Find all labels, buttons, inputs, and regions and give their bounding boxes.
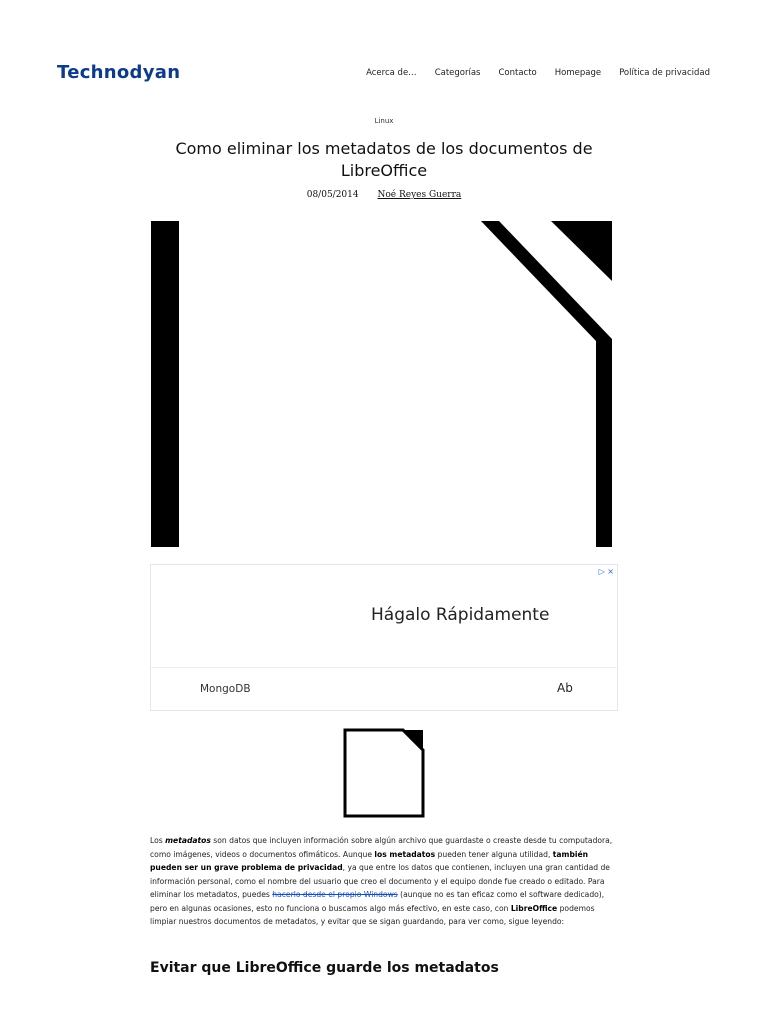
featured-image xyxy=(151,221,612,547)
article-paragraph xyxy=(150,834,618,929)
ad-divider xyxy=(151,667,617,668)
libreoffice-document-icon xyxy=(343,728,425,818)
post-author-link[interactable]: Noé Reyes Guerra xyxy=(377,190,462,200)
libreoffice-corner-icon xyxy=(151,221,612,547)
bold-libreoffice: LibreOffice xyxy=(510,903,558,913)
text-segment: podemos limpiar nuestros documentos de metadatos, y evitar que se sigan guardando, para ver como, sigue leyendo: xyxy=(150,903,595,926)
site-title[interactable]: Technodyan xyxy=(57,62,181,83)
nav-item-homepage[interactable]: Homepage xyxy=(554,68,602,78)
advertisement-box[interactable] xyxy=(150,564,618,711)
post-date: 08/05/2014 xyxy=(306,190,359,200)
bold-metadatos: los metadatos xyxy=(374,849,436,859)
ad-cta-button[interactable]: Ab xyxy=(557,681,573,695)
post-meta xyxy=(0,190,768,200)
text-segment: Los xyxy=(150,836,163,845)
term-metadatos: metadatos xyxy=(165,836,211,845)
ad-headline[interactable]: Hágalo Rápidamente xyxy=(371,605,550,625)
bold-privacidad: también pueden ser un grave problema de privacidad xyxy=(150,849,589,872)
post-title: Como eliminar los metadatos de los documentos de LibreOffice xyxy=(175,139,593,180)
section-heading: Evitar que LibreOffice guarde los metadatos xyxy=(150,960,499,976)
text-segment: son datos que incluyen información sobre algún archivo que guardaste o creaste desde tu computadora, como imágenes, videos o documentos ofimáticos. Aunque xyxy=(150,836,613,859)
ad-brand[interactable]: MongoDB xyxy=(200,683,251,695)
nav-item-categorias[interactable]: Categorías xyxy=(434,68,481,78)
post-category[interactable]: Linux xyxy=(374,117,394,125)
text-segment: , ya que entre los datos que contienen, incluyen una gran cantidad de información personal, como el nombre del usuario que creo el documento y el equipo donde fue creado o editado. Para eliminar los metadatos, puedes xyxy=(150,863,610,899)
main-nav xyxy=(366,68,710,78)
nav-item-acerca[interactable]: Acerca de… xyxy=(366,68,417,78)
nav-item-contacto[interactable]: Contacto xyxy=(498,68,537,78)
text-segment: pueden tener alguna utilidad, xyxy=(435,849,553,859)
text-segment: (aunque no es tan eficaz como el software dedicado), pero en algunas ocasiones, esto no funciona o buscamos algo más efectivo, en este caso, con xyxy=(150,890,605,913)
nav-item-privacidad[interactable]: Política de privacidad xyxy=(619,68,710,78)
ad-choices-icon[interactable]: ▷ × xyxy=(598,567,614,576)
windows-link[interactable]: hacerlo desde el propio Windows xyxy=(272,890,398,899)
